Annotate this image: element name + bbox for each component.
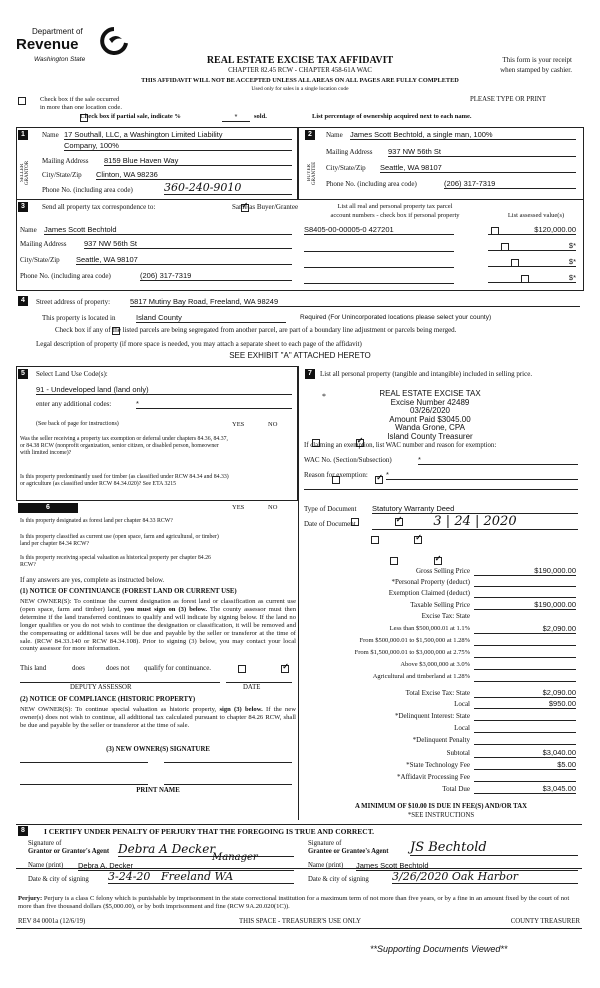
corr-city-label: City/State/Zip — [20, 256, 60, 264]
land-label: This land — [20, 664, 47, 672]
seller-side-1: SELLER — [20, 163, 25, 183]
correspondence-label: Send all property tax correspondence to: — [42, 203, 156, 211]
does-checkbox[interactable] — [238, 665, 246, 673]
exemption-question: Was the seller receiving a property tax exemption or deferral under chapters 84.36, 84.37, or 84.38 RCW (nonprofit organization, senior citizen, or disabled person, homeowner with limited income)? — [20, 436, 228, 456]
does-not-label: does not — [106, 664, 130, 672]
multi-location-label-1: Check box if the sale occurred — [40, 96, 120, 103]
corr-name-label: Name — [20, 226, 37, 234]
parcel-3-value[interactable] — [304, 259, 454, 268]
grantee-sig-label-1: Signature of — [308, 840, 342, 847]
forest-question: Is this property designated as forest land per chapter 84.33 RCW? — [20, 518, 173, 524]
print-name-line-2[interactable] — [164, 782, 292, 785]
same-as-buyer-label: Same as Buyer/Grantee — [232, 203, 299, 211]
deputy-assessor-line[interactable] — [20, 680, 220, 683]
single-location-note: Used only for sales in a single location code — [251, 86, 349, 92]
delinq-penalty-value[interactable] — [474, 736, 576, 745]
section-8-number: 8 — [18, 826, 28, 836]
doc-date-value[interactable]: 3 | 24 | 2020 — [372, 514, 578, 530]
print-name-label: PRINT NAME — [136, 787, 180, 794]
partial-sale-label: Check box if partial sale, indicate % — [80, 113, 181, 120]
grantee-date-label: Date & city of signing — [308, 876, 369, 883]
buyer-city-label: City/State/Zip — [326, 164, 366, 172]
gross-value[interactable]: $190,000.00 — [474, 566, 576, 576]
minimum-note: A MINIMUM OF $10.00 IS DUE IN FEE(S) AND/OR TAX — [354, 803, 528, 810]
stamp-star: * — [322, 392, 326, 401]
timber-question: Is this property predominantly used for timber (as classified under RCW 84.34 and 84.33) or agriculture (as classified under RCW 84.34.020)? See ETA 3215 — [20, 474, 229, 487]
multi-location-checkbox[interactable] — [18, 97, 26, 105]
parcel-header-2: account numbers - check box if personal property — [330, 212, 460, 219]
new-owner-signature-label: (3) NEW OWNER(S) SIGNATURE — [106, 746, 210, 753]
grantor-signature[interactable]: Debra A Decker — [118, 842, 294, 857]
section-1-number: 1 — [18, 130, 28, 140]
grantee-city: Oak Harbor — [451, 870, 518, 883]
parcel-2-value[interactable] — [304, 243, 454, 252]
grantor-name-label: Name (print) — [28, 862, 64, 869]
new-owner-sig-line-2[interactable] — [164, 760, 292, 763]
perjury-text: Perjury is a class C felony which is punishable by imprisonment in the state correctional institution for a maximum term of not more than five years, or by a fine in an amount fixed by the court of not more than five thousand dollars ($5,000.00), or by both imprisonment and fine (RCW 9A.20.020(1C)). — [18, 895, 570, 910]
please-type-note: PLEASE TYPE OR PRINT — [470, 96, 546, 103]
additional-codes-value[interactable]: * — [136, 399, 292, 409]
section-7-number: 7 — [305, 369, 315, 379]
tier-1-label: Less than $500,000.01 at 1.1% — [389, 625, 470, 632]
doc-type-value[interactable]: Statutory Warranty Deed — [372, 504, 578, 514]
assessed-header: List assessed value(s) — [507, 212, 565, 219]
delinq-state-label: *Delinquent Interest: State — [394, 712, 470, 720]
gross-label: Gross Selling Price — [415, 567, 470, 575]
dept-line2: Revenue — [16, 36, 79, 53]
grantee-name-label: Name (print) — [308, 862, 344, 869]
corr-phone-value[interactable]: (206) 317-7319 — [140, 271, 292, 281]
tier-3-value[interactable] — [474, 649, 576, 658]
notice-2-body — [20, 706, 296, 730]
grantor-date-label: Date & city of signing — [28, 876, 89, 883]
does-label: does — [72, 664, 85, 672]
tech-fee-label: *State Technology Fee — [406, 761, 470, 769]
located-value[interactable]: Island County — [136, 313, 286, 323]
delinq-local-label: Local — [454, 724, 470, 732]
taxable-label: Taxable Selling Price — [410, 601, 470, 609]
print-name-line-1[interactable] — [20, 782, 148, 785]
buyer-side-label — [307, 158, 316, 188]
grantor-date: 3-24-20 — [108, 870, 151, 883]
seller-mail-value[interactable]: 8159 Blue Haven Way — [104, 156, 292, 166]
taxable-value[interactable]: $190,000.00 — [474, 600, 576, 610]
current-use-question: Is this property classified as current use (open space, farm and agricultural, or timber) land per chapter 84.34 RCW? — [20, 534, 219, 547]
section-6-yes: YES — [232, 504, 245, 511]
multi-location-label-2: in more than one location code. — [40, 104, 122, 111]
partial-sale-sold: sold. — [254, 113, 267, 120]
personal-deduct-value[interactable] — [474, 578, 576, 587]
seller-side-2: GRANTOR — [25, 160, 30, 186]
see-instructions: *SEE INSTRUCTIONS — [407, 812, 475, 819]
dor-swirl-icon — [100, 27, 128, 57]
total-state-value[interactable]: $2,090.00 — [474, 688, 576, 698]
perjury-note — [18, 895, 582, 911]
section-5-yes: YES — [232, 421, 245, 428]
reason-label: Reason for exemption: — [304, 471, 368, 479]
parcel-4-value[interactable] — [304, 275, 454, 284]
delinq-local-value[interactable] — [474, 724, 576, 733]
notice-2-body-a: NEW OWNER(S): To continue special valuation as historic property, — [20, 706, 217, 713]
buyer-name-value[interactable]: James Scott Bechtold, a single man, 100% — [350, 130, 576, 140]
grantee-signature[interactable]: JS Bechtold — [410, 840, 578, 856]
street-label: Street address of property: — [36, 298, 111, 306]
qualify-label: qualify for continuance. — [144, 664, 212, 672]
grantor-date-value[interactable] — [108, 870, 294, 884]
notice-1-body-a: NEW OWNER(S): To continue the current designation as forest land or classification as current use (open space, farm and timber) land, — [20, 598, 296, 613]
seller-name-label: Name — [42, 131, 59, 139]
assessed-2-value[interactable]: $* — [488, 241, 576, 251]
section-6-no: NO — [268, 504, 278, 511]
local-value[interactable]: $950.00 — [474, 699, 576, 709]
grantee-date: 3/26/2020 — [392, 870, 449, 883]
buyer-phone-value[interactable]: (206) 317-7319 — [444, 179, 576, 189]
wac-value[interactable]: * — [418, 455, 578, 465]
doc-date-label: Date of Document — [304, 520, 356, 528]
section-2-number: 2 — [305, 130, 315, 140]
deputy-date-label: DATE — [243, 684, 261, 691]
stamp-line-6: Island County Treasurer — [387, 431, 473, 441]
county-treasurer: COUNTY TREASURER — [510, 918, 580, 925]
notice-2-title: (2) NOTICE OF COMPLIANCE (HISTORIC PROPERTY) — [20, 696, 196, 703]
subtotal-value[interactable]: $3,040.00 — [474, 748, 576, 758]
seller-phone-label: Phone No. (including area code) — [42, 186, 133, 194]
assessed-1-value[interactable]: $120,000.00 — [488, 225, 576, 235]
stamp-line-4: Amount Paid $3045.00 — [389, 414, 471, 424]
treasurer-stamp — [340, 390, 520, 441]
buyer-phone-label: Phone No. (including area code) — [326, 180, 417, 188]
assessed-3-value[interactable]: $* — [488, 257, 576, 267]
grantor-city: Freeland WA — [160, 870, 234, 883]
seller-city-value[interactable]: Clinton, WA 98236 — [96, 170, 292, 180]
additional-codes-label: enter any additional codes: — [36, 400, 112, 408]
notice-1-title: (1) NOTICE OF CONTINUANCE (FOREST LAND OR CURRENT USE) — [20, 588, 237, 595]
perjury-bold: Perjury: — [18, 895, 43, 902]
notice-2-body-b: If the new owner(s) does not wish to continue, all additional tax calculated pursuant to chapter 84.26 RCW, shall be due and payable by the seller or transferor at the time of sale. — [20, 706, 296, 729]
notice-1-body — [20, 598, 296, 653]
notice-2-body-bold: sign (3) below. — [219, 706, 263, 713]
grantor-sig-label-1: Signature of — [28, 840, 62, 847]
buyer-mail-label: Mailing Address — [326, 148, 373, 156]
buyer-side-2: GRANTEE — [312, 161, 317, 185]
stamp-line-1: REAL ESTATE EXCISE TAX — [379, 389, 481, 398]
street-value[interactable]: 5817 Mutiny Bay Road, Freeland, WA 98249 — [130, 297, 580, 307]
treasurer-space: THIS SPACE - TREASURER'S USE ONLY — [239, 918, 361, 925]
tier-3-label: From $1,500,000.01 to $3,000,000 at 2.75% — [354, 649, 470, 656]
exemption-deduct-label: Exemption Claimed (deduct) — [388, 589, 470, 597]
grantor-manager: Manager — [212, 852, 258, 863]
corr-name-value[interactable]: James Scott Bechtold — [44, 225, 292, 235]
if-yes-note: If any answers are yes, complete as instructed below. — [20, 577, 165, 584]
seller-name-value-2[interactable]: Company, 100% — [64, 141, 292, 151]
tier-4-label: Above $3,000,000 at 3.0% — [400, 661, 470, 668]
dor-logo — [16, 27, 131, 71]
seller-side-label — [20, 158, 29, 188]
total-due-value[interactable]: $3,045.00 — [474, 784, 576, 794]
subtotal-label: Subtotal — [446, 749, 470, 757]
seller-phone-value[interactable]: 360-240-9010 — [164, 181, 292, 195]
partial-sale-value[interactable]: * — [222, 112, 250, 122]
reason-line-2[interactable] — [304, 487, 578, 490]
grantor-sig-label-2: Grantor or Grantor's Agent — [28, 848, 110, 855]
grantee-date-value[interactable] — [392, 870, 578, 884]
form-warning: THIS AFFIDAVIT WILL NOT BE ACCEPTED UNLESS ALL AREAS ON ALL PAGES ARE FULLY COMPLETED — [141, 77, 459, 84]
deputy-date-line[interactable] — [226, 680, 292, 683]
grantee-sig-label-2: Grantee or Grantee's Agent — [308, 848, 389, 855]
stamp-line-2: Excise Number 42489 — [390, 397, 470, 407]
form-chapter: CHAPTER 82.45 RCW - CHAPTER 458-61A WAC — [228, 67, 372, 74]
delinq-state-value[interactable] — [474, 712, 576, 721]
does-not-checkbox[interactable] — [281, 665, 289, 673]
new-owner-sig-line-1[interactable] — [20, 760, 148, 763]
total-state-label: Total Excise Tax: State — [405, 689, 470, 697]
rev-number: REV 84 0001a (12/6/19) — [18, 918, 86, 925]
tier-4-value[interactable] — [474, 661, 576, 670]
affidavit-fee-label: *Affidavit Processing Fee — [397, 773, 470, 781]
doc-type-label: Type of Document — [304, 505, 357, 513]
delinq-penalty-label: *Delinquent Penalty — [412, 736, 470, 744]
assessed-4-value[interactable]: $* — [488, 273, 576, 283]
total-due-label: Total Due — [442, 785, 470, 793]
personal-deduct-label: *Personal Property (deduct) — [391, 578, 470, 586]
parcel-header-1: List all real and personal property tax parcel — [337, 203, 453, 210]
exemption-claim-label: If claiming an exemption, list WAC number and reason for exemption: — [304, 442, 497, 449]
historic-question: Is this property receiving special valuation as historical property per chapter 84.26 RCW? — [20, 555, 211, 568]
affidavit-fee-value[interactable] — [474, 773, 576, 782]
personal-property-label: List all personal property (tangible and intangible) included in selling price. — [320, 370, 533, 378]
located-label: This property is located in — [42, 314, 116, 322]
corr-city-value[interactable]: Seattle, WA 98107 — [76, 255, 292, 265]
corr-phone-label: Phone No. (including area code) — [20, 272, 111, 280]
section-4-number: 4 — [18, 296, 28, 306]
wac-label: WAC No. (Section/Subsection) — [304, 456, 392, 464]
corr-mail-label: Mailing Address — [20, 240, 67, 248]
legal-label: Legal description of property (if more space is needed, you may attach a separate sheet to each page of the affidavit) — [36, 340, 362, 348]
seller-city-label: City/State/Zip — [42, 171, 82, 179]
section-5-no: NO — [268, 421, 278, 428]
buyer-city-value[interactable]: Seattle, WA 98107 — [380, 163, 576, 173]
tier-1-value[interactable]: $2,090.00 — [474, 624, 576, 634]
grantor-name-value[interactable]: Debra A. Decker — [78, 861, 294, 871]
top-border-footer — [16, 928, 582, 929]
instructions-note: (See back of page for instructions) — [36, 421, 119, 427]
tier-2-value[interactable] — [474, 637, 576, 646]
exemption-deduct-value[interactable] — [474, 589, 576, 598]
notice-1-body-b: The county assessor must then determine if the land transferred continues to qualify and will indicate by signing below. If the land no longer qualifies or you do not wish to continue the designation or classification, it will be removed and the compensating or additional taxes will be due and payable by the seller or transferor at the time of sale. (RCW 84.33.140 or RCW 84.34.108). Prior to signing (3) below, you may contact your local county assessor for more information. — [20, 605, 296, 653]
parcel-1-value[interactable]: S8405-00-00005-0 427201 — [304, 225, 454, 235]
agri-value[interactable] — [474, 673, 576, 682]
required-note: Required (For Unincorporated locations please select your county) — [300, 314, 492, 321]
seller-name-value-1[interactable]: 17 Southall, LLC, a Washington Limited Liability — [64, 130, 292, 140]
dept-line3: Washington State — [34, 56, 86, 63]
reason-value[interactable]: * — [386, 470, 578, 480]
receipt-note-2: when stamped by cashier. — [500, 66, 572, 74]
section-6-number: 6 — [18, 503, 78, 513]
legal-value[interactable]: SEE EXHIBIT "A" ATTACHED HERETO — [229, 351, 371, 360]
excise-state-label: Excise Tax: State — [421, 612, 470, 620]
corr-mail-value[interactable]: 937 NW 56th St — [84, 239, 292, 249]
agri-label: Agricultural and timberland at 1.28% — [372, 673, 470, 680]
buyer-side-1: BUYER — [307, 164, 312, 182]
section-3-number: 3 — [18, 202, 28, 212]
buyer-mail-value[interactable]: 937 NW 56th St — [388, 147, 576, 157]
deputy-assessor-label: DEPUTY ASSESSOR — [70, 684, 132, 691]
stamp-line-5: Wanda Grone, CPA — [395, 423, 465, 432]
certify-statement: I CERTIFY UNDER PENALTY OF PERJURY THAT THE FOREGOING IS TRUE AND CORRECT. — [44, 827, 375, 836]
local-label: Local — [454, 700, 470, 708]
ownership-note: List percentage of ownership acquired next to each name. — [312, 113, 472, 120]
section-5-number: 5 — [18, 369, 28, 379]
tech-fee-value[interactable]: $5.00 — [474, 760, 576, 770]
segregation-label: Check box if any of the listed parcels are being segregated from another parcel, are part of a boundary line adjustment or parcels being merged. — [55, 326, 457, 334]
receipt-note-1: This form is your receipt — [502, 56, 572, 64]
buyer-name-label: Name — [326, 131, 343, 139]
notice-1-body-bold: you must sign on (3) below. — [123, 605, 207, 613]
land-use-label: Select Land Use Code(s): — [36, 370, 108, 378]
seller-mail-label: Mailing Address — [42, 157, 89, 165]
land-use-value[interactable]: 91 - Undeveloped land (land only) — [36, 385, 292, 395]
form-title: REAL ESTATE EXCISE TAX AFFIDAVIT — [206, 55, 394, 66]
grantee-name-value[interactable]: James Scott Bechtold — [356, 861, 578, 871]
supporting-docs: **Supporting Documents Viewed** — [370, 944, 508, 954]
stamp-line-3: 03/26/2020 — [409, 406, 451, 415]
dept-line1: Department of — [32, 27, 83, 36]
tier-2-label: From $500,000.01 to $1,500,000 at 1.28% — [359, 637, 470, 644]
